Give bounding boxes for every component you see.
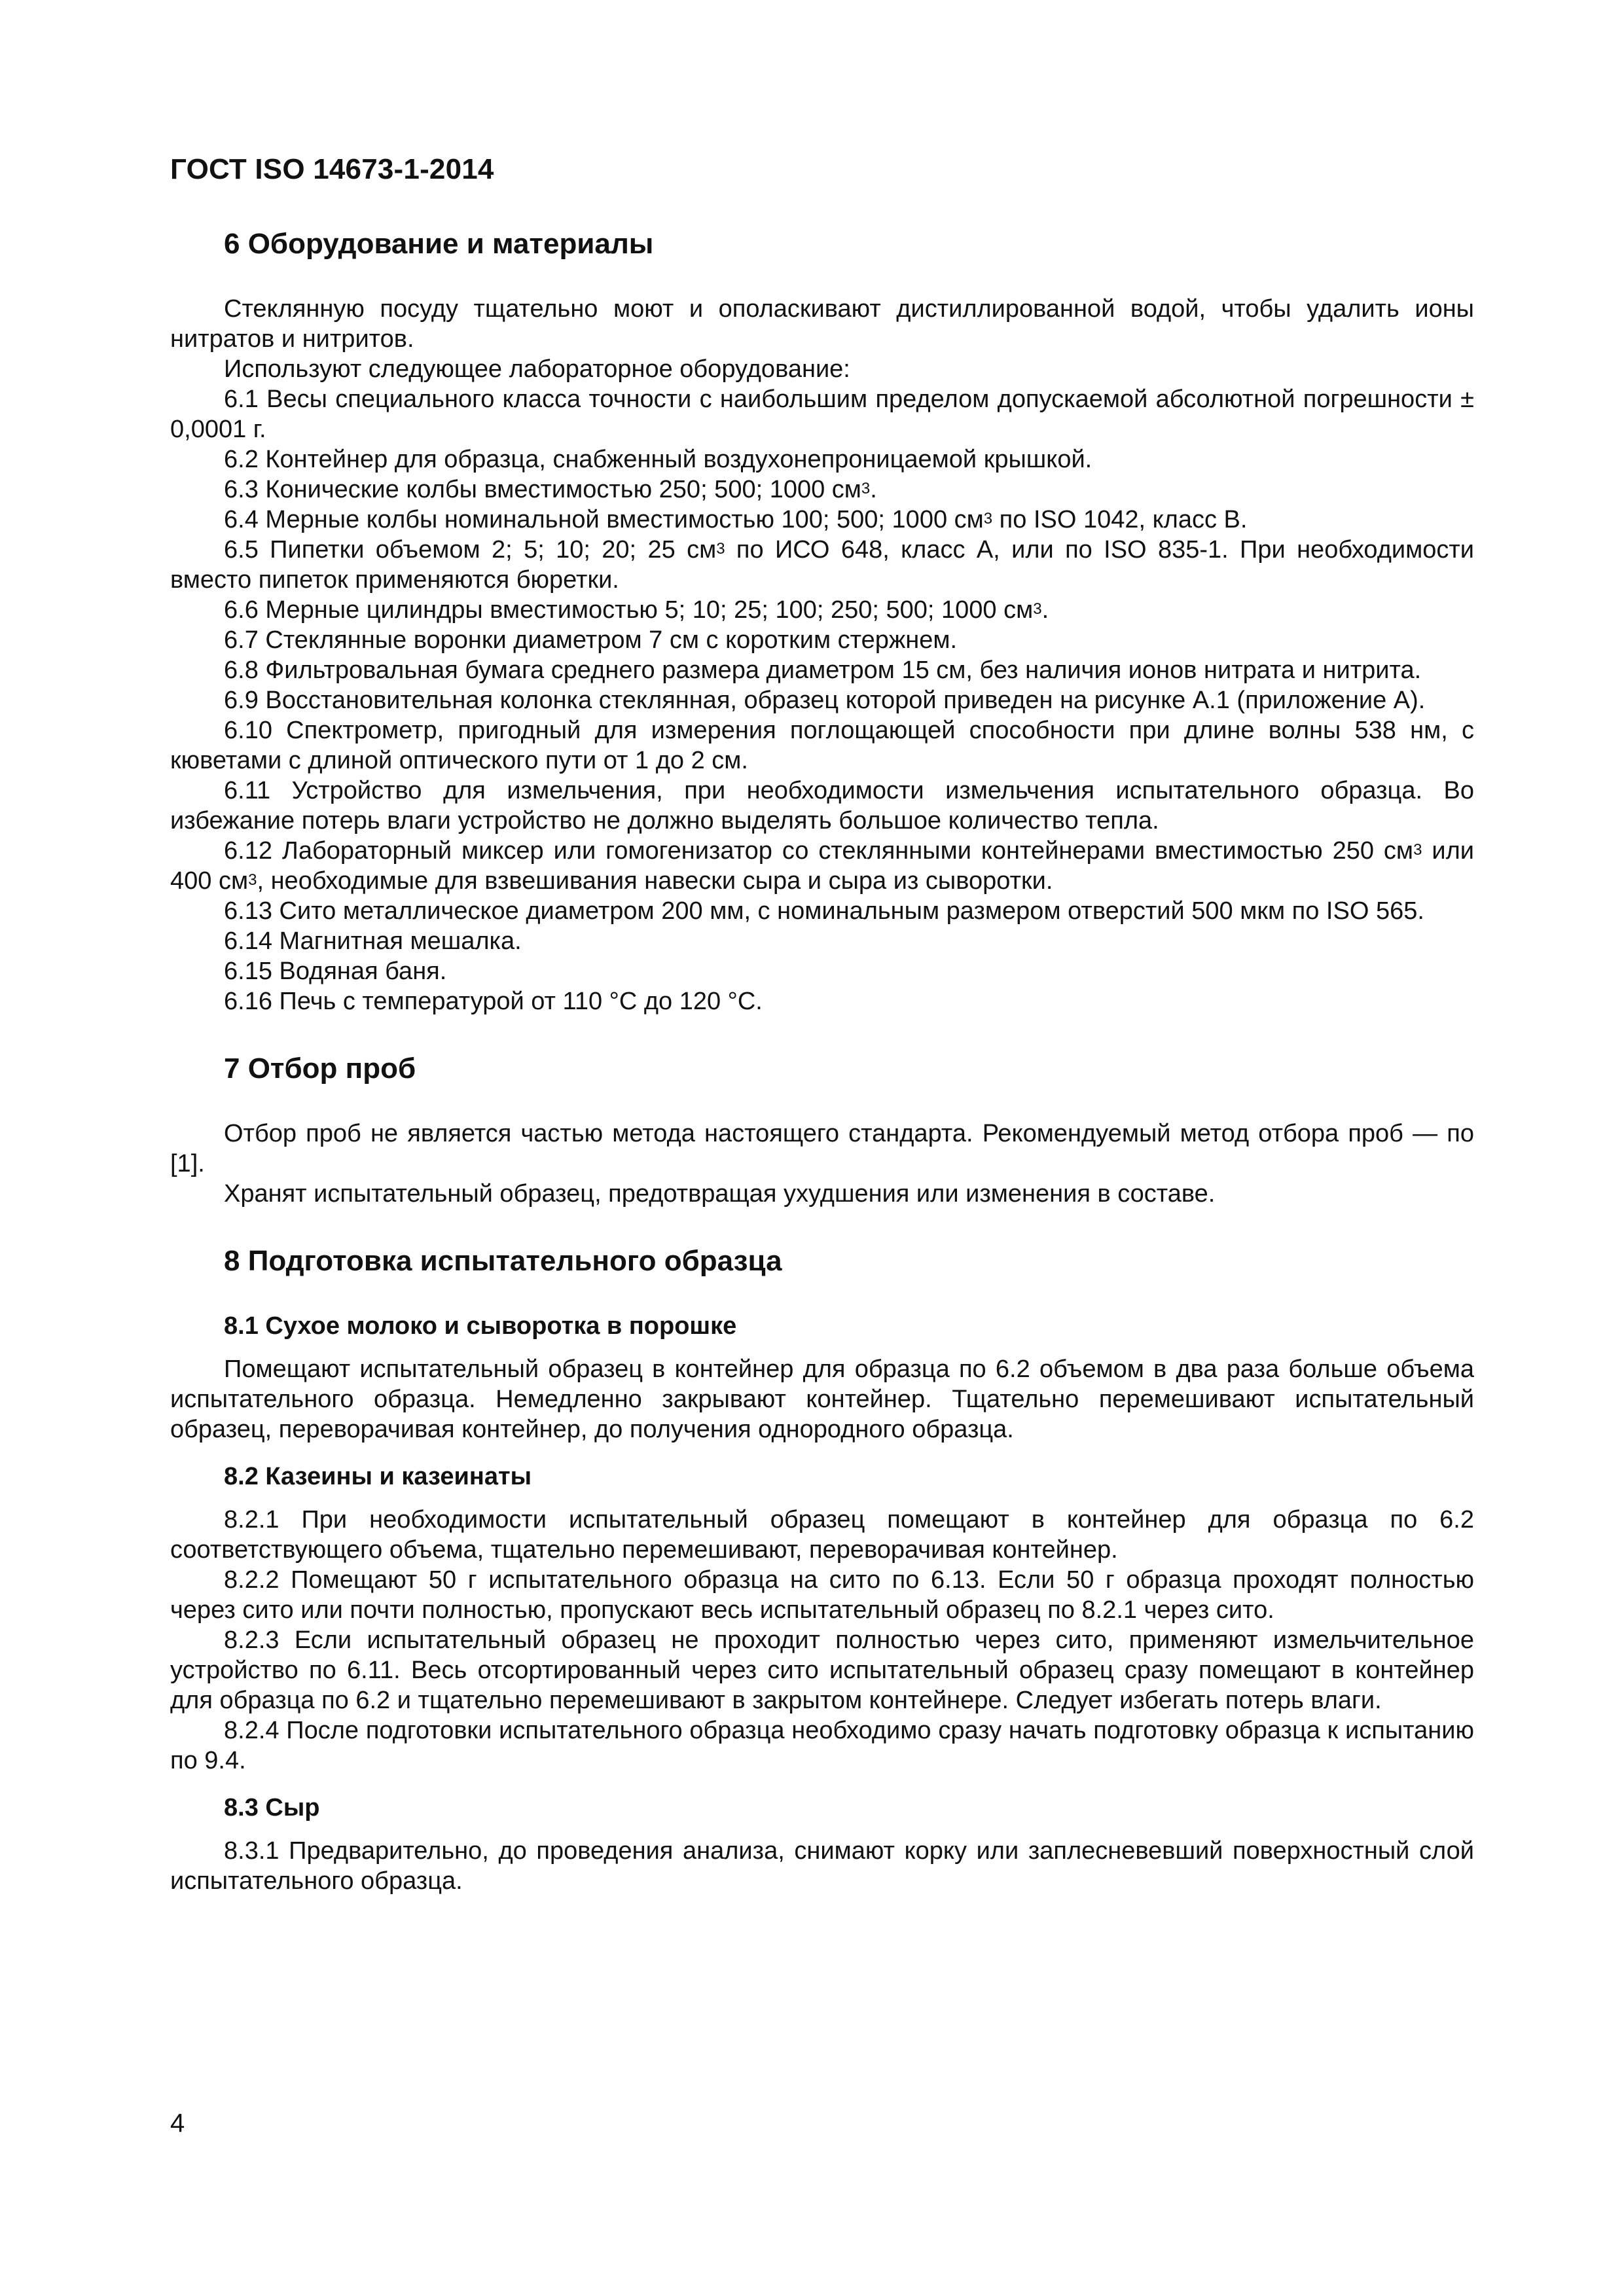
list-item-6-8: 6.8 Фильтровальная бумага среднего размера диаметром 15 см, без наличия ионов нитрата и нитрита. [224,656,1422,684]
paragraph-8-3-1: 8.3.1 Предварительно, до проведения анализа, снимают корку или заплесневевший поверхностный слой испытательного образца. [170,1837,1474,1895]
list-item-6-13: 6.13 Сито металлическое диаметром 200 мм, с номинальным размером отверстий 500 мкм по ISO 565. [224,897,1424,925]
paragraph: Используют следующее лабораторное оборудование: [224,355,850,383]
list-item-6-16: 6.16 Печь с температурой от 110 °С до 120 °С. [224,988,763,1015]
subsection-8-3-heading: 8.3 Сыр [224,1794,320,1821]
list-item-6-7: 6.7 Стеклянные воронки диаметром 7 см с коротким стержнем. [224,626,958,654]
paragraph: Отбор проб не является частью метода настоящего стандарта. Рекомендуемый метод отбора проб — по [1]. [170,1120,1474,1177]
paragraph: Помещают испытательный образец в контейнер для образца по 6.2 объемом в два раза больше объема испытательного образца. Немедленно закрывают контейнер. Тщательно перемешивают испытательный образец, переворачивая контейнер, до получения однородного образца. [170,1355,1474,1443]
section-7-heading: 7 Отбор проб [224,1052,416,1085]
section-6-heading: 6 Оборудование и материалы [224,228,654,260]
list-item-6-1: 6.1 Весы специального класса точности с наибольшим пределом допускаемой абсолютной погрешности ± 0,0001 г. [170,386,1474,443]
list-item-6-5: 6.5 Пипетки объемом 2; 5; 10; 20; 25 $см^3$ по ИСО 648, класс А, или по ISO 835-1. При необходимости вместо пипеток применяются бюретки. [170,536,1474,594]
paragraph-8-2-1: 8.2.1 При необходимости испытательный образец помещают в контейнер для образца по 6.2 соответствующего объема, тщательно перемешивают, переворачивая контейнер. [170,1506,1474,1564]
list-item-6-4: 6.4 Мерные колбы номинальной вместимостью 100; 500; 1000 $см^3$ по ISO 1042, класс В. [224,506,1248,533]
list-item-6-12: 6.12 Лабораторный миксер или гомогенизатор со стеклянными контейнерами вместимостью 250 $см^3$ или 400 $см^3$, необходимые для взвешивания навески сыра и сыра из сыворотки. [170,837,1474,895]
paragraph-8-2-3: 8.2.3 Если испытательный образец не проходит полностью через сито, применяют измельчительное устройство по 6.11. Весь отсортированный через сито испытательный образец сразу помещают в контейнер для образца по 6.2 и тщательно перемешивают в закрытом контейнере. Следует избегать потерь влаги. [170,1626,1474,1714]
paragraph-8-2-2: 8.2.2 Помещают 50 г испытательного образца на сито по 6.13. Если 50 г образца проходят полностью через сито или почти полностью, пропускают весь испытательный образец по 8.2.1 через сито. [170,1566,1474,1624]
list-item-6-11: 6.11 Устройство для измельчения, при необходимости измельчения испытательного образца. Во избежание потерь влаги устройство не должно выделять большое количество тепла. [170,777,1474,834]
list-item-6-14: 6.14 Магнитная мешалка. [224,927,522,955]
paragraph: Хранят испытательный образец, предотвращая ухудшения или изменения в составе. [224,1180,1216,1208]
subsection-8-1-heading: 8.1 Сухое молоко и сыворотка в порошке [224,1312,737,1340]
list-item-6-10: 6.10 Спектрометр, пригодный для измерения поглощающей способности при длине волны 538 нм, с кюветами с длиной оптического пути от 1 до 2 см. [170,717,1474,774]
list-item-6-3: 6.3 Конические колбы вместимостью 250; 500; 1000 $см^3$. [224,476,877,503]
list-item-6-15: 6.15 Водяная баня. [224,958,447,985]
list-item-6-6: 6.6 Мерные цилиндры вместимостью 5; 10; 25; 100; 250; 500; 1000 $см^3$. [224,596,1049,624]
page-content [170,226,1474,1896]
document-code-header: ГОСТ ISO 14673-1-2014 [170,153,494,185]
page-number: 4 [170,2109,185,2138]
paragraph: Стеклянную посуду тщательно моют и ополаскивают дистиллированной водой, чтобы удалить ионы нитратов и нитритов. [170,295,1474,353]
paragraph-8-2-4: 8.2.4 После подготовки испытательного образца необходимо сразу начать подготовку образца к испытанию по 9.4. [170,1717,1474,1774]
section-8-heading: 8 Подготовка испытательного образца [224,1245,782,1277]
list-item-6-2: 6.2 Контейнер для образца, снабженный воздухонепроницаемой крышкой. [224,446,1092,473]
subsection-8-2-heading: 8.2 Казеины и казеинаты [224,1463,532,1490]
list-item-6-9: 6.9 Восстановительная колонка стеклянная, образец которой приведен на рисунке А.1 (приложение А). [224,687,1426,714]
